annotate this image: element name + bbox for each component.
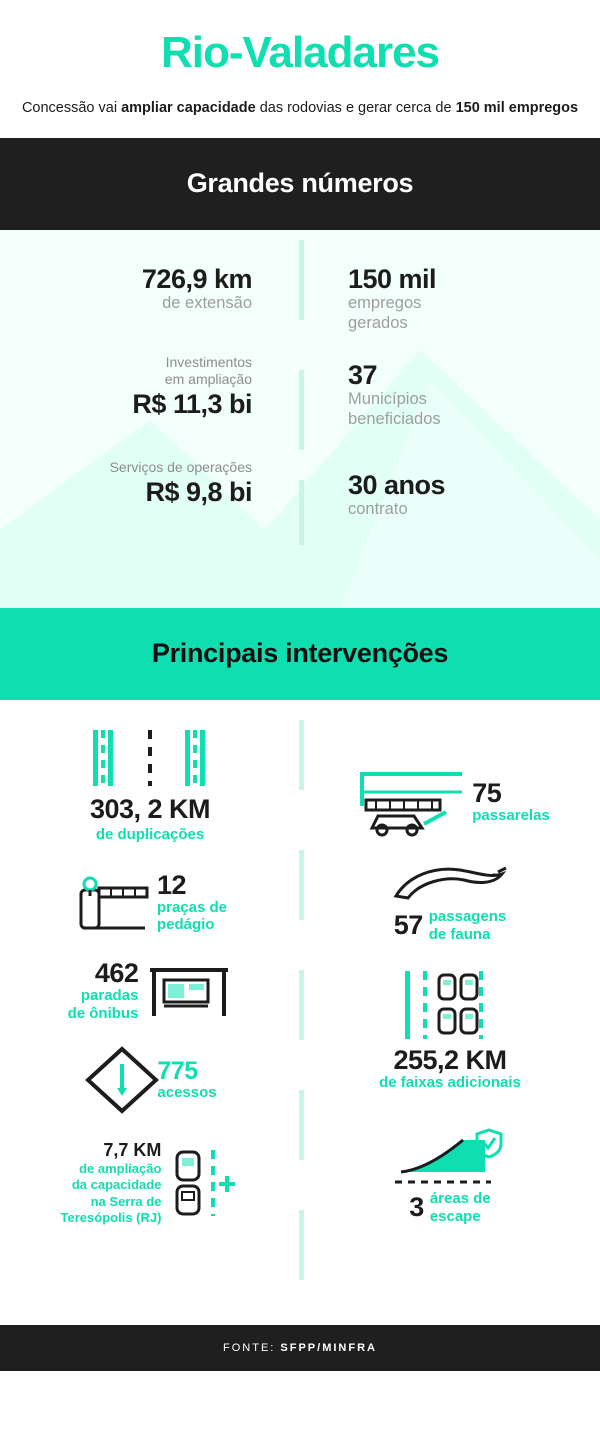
intervention-passagens-fauna bbox=[390, 862, 510, 943]
intervention-label-2: de fauna bbox=[428, 925, 491, 943]
interventions-column-right bbox=[300, 724, 600, 1325]
intervention-faixas-adicionais bbox=[379, 969, 521, 1092]
intervention-value: 75 bbox=[472, 777, 502, 808]
intervention-label-1: de ampliação bbox=[79, 1161, 162, 1177]
vertical-divider bbox=[299, 370, 304, 450]
intervention-label-2: da capacidade bbox=[71, 1177, 162, 1193]
stat-value: 726,9 km bbox=[141, 263, 252, 294]
intervention-label-1: áreas de bbox=[429, 1190, 491, 1207]
stat-label-line1: Serviços de operações bbox=[109, 459, 252, 476]
subtitle-bold-2: 150 mil empregos bbox=[455, 100, 579, 117]
intervention-label-1: passagens bbox=[428, 907, 507, 925]
intervention-duplicacoes bbox=[75, 728, 225, 844]
page-title: Rio-Valadares bbox=[160, 28, 440, 77]
stat-label-line1: Municípios bbox=[348, 390, 427, 408]
intervention-areas-escape bbox=[385, 1126, 515, 1225]
section-grandes-numeros bbox=[0, 230, 600, 608]
stat-contrato bbox=[348, 470, 445, 520]
subtitle-text-1: Concessão vai bbox=[21, 100, 122, 117]
stat-empregos bbox=[348, 264, 436, 334]
interventions-column-left bbox=[0, 724, 300, 1325]
intervention-label-4: Teresópolis (RJ) bbox=[60, 1209, 162, 1225]
stat-label-line1: empregos bbox=[348, 294, 422, 313]
section-header-grandes-numeros bbox=[0, 138, 600, 230]
bus-stop-icon bbox=[146, 962, 232, 1020]
fauna-animal-icon bbox=[390, 862, 510, 904]
intervention-value: 7,7 KM bbox=[103, 1140, 162, 1161]
vertical-divider bbox=[299, 480, 304, 545]
footbridge-car-icon bbox=[350, 766, 470, 838]
intervention-label-3: na Serra de bbox=[90, 1193, 162, 1209]
stat-value: R$ 11,3 bi bbox=[132, 388, 252, 419]
intervention-label-1: paradas bbox=[80, 987, 139, 1004]
footer bbox=[0, 1325, 600, 1371]
vertical-divider bbox=[299, 970, 304, 1040]
intervention-value: 12 bbox=[156, 869, 187, 900]
stat-investimentos bbox=[132, 354, 252, 419]
vertical-divider bbox=[299, 850, 304, 920]
intervention-value: 3 bbox=[409, 1192, 424, 1223]
subtitle-text-2: das rodovias e gerar cerca de bbox=[255, 100, 456, 117]
stat-label-line2: beneficiados bbox=[348, 409, 441, 428]
intervention-value: 255,2 KM bbox=[393, 1045, 507, 1076]
subtitle-bold-1: ampliar capacidade bbox=[121, 100, 256, 117]
intervention-passarelas bbox=[350, 766, 550, 838]
stat-servicos-operacoes bbox=[110, 459, 252, 507]
intervention-value: 462 bbox=[94, 958, 139, 988]
intervention-value: 57 bbox=[393, 910, 423, 941]
header bbox=[0, 0, 600, 138]
stat-value: R$ 9,8 bi bbox=[145, 476, 252, 507]
section-header-label: Grandes números bbox=[186, 168, 414, 199]
source-credit bbox=[223, 1342, 377, 1354]
toll-barrier-icon bbox=[73, 874, 151, 932]
stat-label: de extensão bbox=[162, 294, 252, 313]
stat-label-line1: contrato bbox=[348, 499, 408, 518]
intervention-pracas-pedagio bbox=[73, 869, 228, 934]
section-principais-intervencoes bbox=[0, 700, 600, 1325]
additional-lanes-icon bbox=[395, 969, 505, 1041]
intervention-paradas-onibus bbox=[68, 960, 233, 1022]
intervention-label-2: escape bbox=[429, 1207, 481, 1225]
numbers-column-left bbox=[22, 264, 300, 584]
section-header-label: Principais intervenções bbox=[151, 638, 449, 669]
stat-extensao bbox=[142, 264, 252, 314]
lane-capacity-icon bbox=[167, 1146, 239, 1220]
stat-value: 37 bbox=[348, 359, 378, 390]
intervention-ampliacao-serra bbox=[61, 1140, 240, 1226]
intervention-label-1: praças de bbox=[156, 898, 228, 916]
source-prefix: FONTE: bbox=[223, 1341, 281, 1354]
numbers-column-right bbox=[300, 264, 578, 584]
intervention-value: 775 bbox=[157, 1057, 198, 1086]
stat-municipios bbox=[348, 360, 441, 430]
stat-label-line2: em ampliação bbox=[164, 371, 252, 388]
intervention-label-2: de ônibus bbox=[67, 1004, 139, 1022]
vertical-divider bbox=[299, 240, 304, 320]
intervention-label: de duplicações bbox=[95, 825, 205, 843]
vertical-divider bbox=[299, 720, 304, 790]
dual-carriageway-icon bbox=[75, 728, 225, 788]
stat-value: 150 mil bbox=[348, 263, 437, 294]
escape-ramp-icon bbox=[385, 1126, 515, 1188]
intervention-label: acessos bbox=[157, 1084, 217, 1102]
intervention-label: passarelas bbox=[472, 806, 550, 824]
section-header-principais-intervencoes bbox=[0, 608, 600, 700]
header-subtitle bbox=[0, 98, 600, 120]
intervention-label: de faixas adicionais bbox=[379, 1074, 521, 1092]
stat-label-line1: Investimentos bbox=[165, 353, 252, 370]
vertical-divider bbox=[299, 1090, 304, 1160]
source-name: SFPP/MINFRA bbox=[280, 1341, 377, 1354]
intervention-value: 303, 2 KM bbox=[89, 793, 211, 824]
stat-value: 30 anos bbox=[348, 469, 446, 500]
access-diamond-icon bbox=[83, 1044, 161, 1116]
stat-label-line2: gerados bbox=[348, 313, 408, 332]
vertical-divider bbox=[299, 1210, 304, 1280]
intervention-acessos bbox=[83, 1044, 216, 1116]
intervention-label-2: pedágio bbox=[156, 916, 215, 934]
